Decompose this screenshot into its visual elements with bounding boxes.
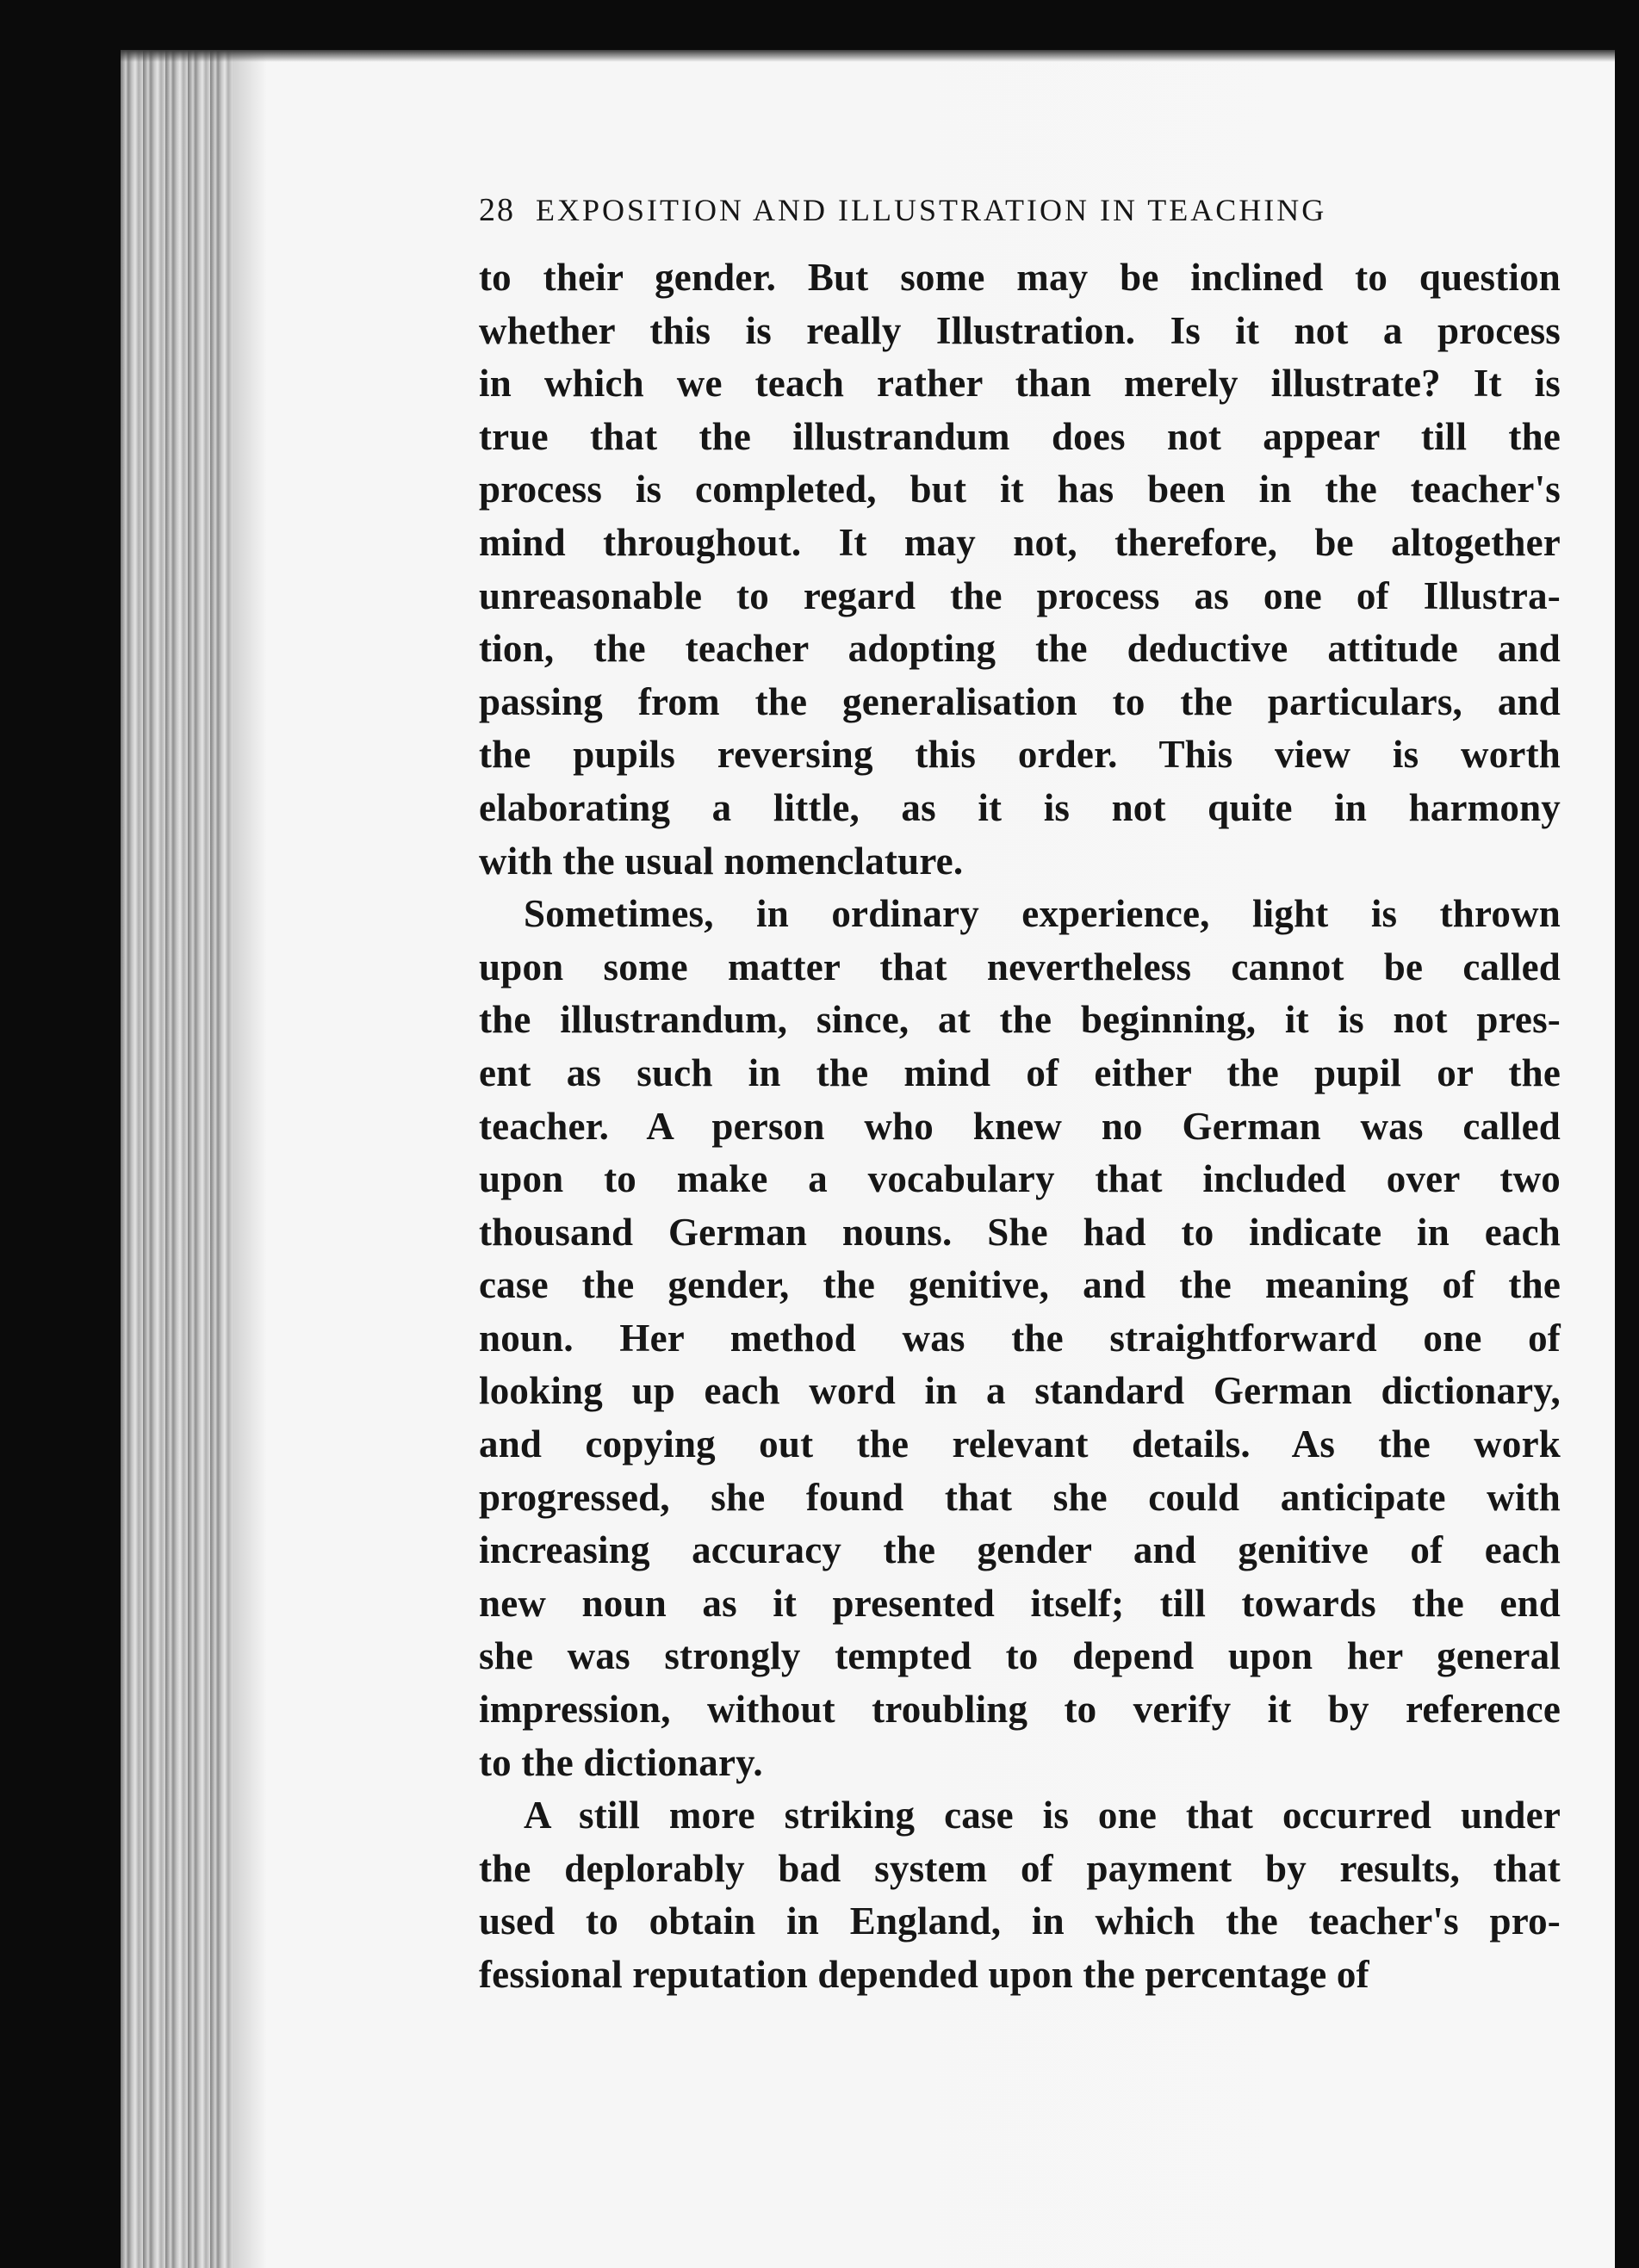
text-line: upon to make a vocabulary that included over two — [479, 1157, 1561, 1201]
text-line: to the dictionary. — [479, 1740, 763, 1784]
body-text — [479, 251, 1561, 2002]
page-content — [479, 191, 1561, 2002]
text-line: passing from the generalisation to the particulars, and — [479, 679, 1561, 723]
text-line: progressed, she found that she could anticipate with — [479, 1475, 1561, 1519]
text-line: ent as such in the mind of either the pupil or the — [479, 1050, 1561, 1094]
text-line: true that the illustrandum does not appear till the — [479, 414, 1561, 458]
text-line: A still more striking case is one that occurred under — [524, 1794, 1561, 1837]
right-scan-border — [1615, 50, 1639, 2268]
running-title: EXPOSITION AND ILLUSTRATION IN TEACHING — [536, 193, 1327, 227]
text-line: used to obtain in England, in which the teacher's pro- — [479, 1899, 1561, 1943]
paragraph — [479, 1789, 1561, 2001]
page-number: 28 — [479, 192, 515, 228]
text-line: elaborating a little, as it is not quite in harmony — [479, 785, 1561, 829]
text-line: thousand German nouns. She had to indicate in each — [479, 1210, 1561, 1254]
text-line: and copying out the relevant details. As the work — [479, 1422, 1561, 1466]
text-line: upon some matter that nevertheless cannot be called — [479, 945, 1561, 988]
text-line: Sometimes, in ordinary experience, light is thrown — [524, 892, 1561, 936]
running-head — [479, 191, 1561, 251]
top-edge-shadow — [121, 50, 1623, 62]
text-line: in which we teach rather than merely illustrate? It is — [479, 362, 1561, 406]
text-line: unreasonable to regard the process as one of Illustra- — [479, 573, 1561, 617]
text-line: new noun as it presented itself; till towards the end — [479, 1581, 1561, 1625]
text-line: with the usual nomenclature. — [479, 839, 964, 883]
text-line: whether this is really Illustration. Is it not a process — [479, 308, 1561, 352]
text-line: impression, without troubling to verify it by reference — [479, 1688, 1561, 1732]
text-line: case the gender, the genitive, and the meaning of the — [479, 1263, 1561, 1307]
text-line: looking up each word in a standard German dictionary, — [479, 1369, 1561, 1413]
text-line: process is completed, but it has been in the teacher's — [479, 468, 1561, 511]
text-line: the deplorably bad system of payment by results, that — [479, 1846, 1561, 1890]
text-line: mind throughout. It may not, therefore, be altogether — [479, 520, 1561, 564]
page-edges-binding — [121, 50, 233, 2268]
text-line: to their gender. But some may be inclined to question — [479, 256, 1561, 299]
text-line: tion, the teacher adopting the deductive attitude and — [479, 627, 1561, 671]
text-line: fessional reputation depended upon the percentage of — [479, 1953, 1369, 1996]
paragraph — [479, 251, 1561, 888]
text-line: she was strongly tempted to depend upon her general — [479, 1634, 1561, 1678]
text-line: noun. Her method was the straightforward one of — [479, 1316, 1561, 1360]
text-line: the pupils reversing this order. This view is worth — [479, 733, 1561, 777]
paragraph — [479, 888, 1561, 1789]
text-line: increasing accuracy the gender and genitive of each — [479, 1528, 1561, 1572]
text-line: the illustrandum, since, at the beginning, it is not pres- — [479, 998, 1561, 1042]
binding-shadow — [233, 50, 267, 2268]
text-line: teacher. A person who knew no German was called — [479, 1104, 1561, 1148]
